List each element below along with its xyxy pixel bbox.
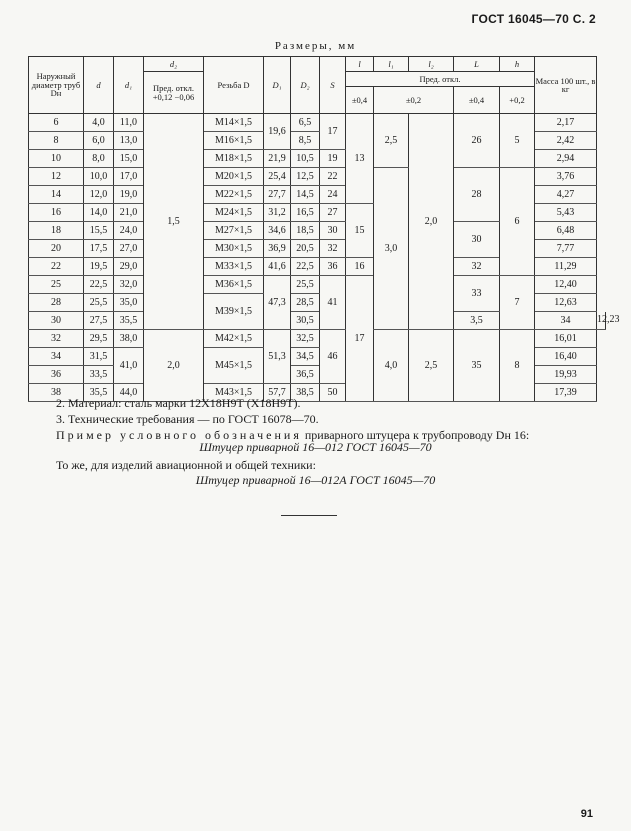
cell: M24×1,5 — [204, 204, 264, 222]
cell: 36 — [320, 258, 346, 276]
note-requirements: 3. Технические требования — по ГОСТ 16078—70. — [56, 412, 319, 426]
cell: 2,17 — [535, 114, 597, 132]
cell: 34 — [29, 348, 84, 366]
cell: 17,0 — [114, 168, 144, 186]
cell: M36×1,5 — [204, 276, 264, 294]
cell: 20 — [29, 240, 84, 258]
cell: 32 — [320, 240, 346, 258]
cell: 6,48 — [535, 222, 597, 240]
page-number: 91 — [580, 808, 593, 820]
header-d1: d₁ — [114, 57, 144, 114]
cell: 6,0 — [84, 132, 114, 150]
cell: 6 — [29, 114, 84, 132]
header-d2-tol: Пред. откл. +0,12 −0,06 — [144, 72, 204, 114]
table-row — [29, 114, 606, 132]
cell: 4,0 — [374, 330, 409, 402]
cell: 44,0 — [114, 384, 144, 402]
header-thread: Резьба D — [204, 57, 264, 114]
cell: 38,5 — [291, 384, 320, 402]
cell: 15,5 — [84, 222, 114, 240]
cell: M45×1,5 — [204, 348, 264, 384]
dimensions-table — [28, 56, 620, 402]
cell: M43×1,5 — [204, 384, 264, 402]
cell: M42×1,5 — [204, 330, 264, 348]
cell: 36,9 — [264, 240, 291, 258]
cell: 32,5 — [291, 330, 320, 348]
cell: 3,5 — [454, 312, 500, 330]
table-row — [29, 330, 606, 348]
header-tol-h: +0,2 — [500, 87, 535, 114]
cell: 8 — [500, 330, 535, 402]
cell: 4,27 — [535, 186, 597, 204]
cell: 2,5 — [374, 114, 409, 168]
example-text: приварного штуцера к трубопроводу Dн 16: — [301, 428, 530, 442]
cell: 17,39 — [535, 384, 597, 402]
cell: 22,5 — [84, 276, 114, 294]
cell: 41,0 — [114, 348, 144, 384]
header-d: d — [84, 57, 114, 114]
cell: 19,5 — [84, 258, 114, 276]
cell: 38,0 — [114, 330, 144, 348]
cell: 31,5 — [84, 348, 114, 366]
cell: 22 — [320, 168, 346, 186]
cell: 33,5 — [84, 366, 114, 384]
cell: 35,5 — [114, 312, 144, 330]
cell: 30 — [454, 222, 500, 258]
cell: 7 — [500, 276, 535, 330]
cell: 32,0 — [114, 276, 144, 294]
cell: 18,5 — [291, 222, 320, 240]
cell: 25,4 — [264, 168, 291, 186]
cell: 16,5 — [291, 204, 320, 222]
cell: 24 — [320, 186, 346, 204]
cell: 19,6 — [264, 114, 291, 150]
cell: 27,5 — [84, 312, 114, 330]
cell: 36,5 — [291, 366, 320, 384]
cell: 19,0 — [114, 186, 144, 204]
header-d2: d₂ — [144, 57, 204, 72]
cell: 20,5 — [291, 240, 320, 258]
cell: 41,6 — [264, 258, 291, 276]
cell: 46 — [320, 330, 346, 384]
header-l1: l₁ — [374, 57, 409, 72]
cell: 34 — [535, 312, 597, 330]
cell: 13 — [346, 114, 374, 204]
header-l: l — [346, 57, 374, 72]
cell: 21,9 — [264, 150, 291, 168]
cell: 2,0 — [409, 114, 454, 330]
cell: 35,5 — [84, 384, 114, 402]
header-tol-l: ±0,4 — [346, 87, 374, 114]
cell: 12,23 — [597, 312, 606, 330]
cell: 28 — [454, 168, 500, 222]
cell: 30,5 — [291, 312, 320, 330]
cell: 35,0 — [114, 294, 144, 312]
cell: 28,5 — [291, 294, 320, 312]
cell: 16,40 — [535, 348, 597, 366]
cell: 6 — [500, 168, 535, 276]
cell: 17 — [320, 114, 346, 150]
cell: 16 — [346, 258, 374, 276]
cell: 19 — [320, 150, 346, 168]
cell: 17,5 — [84, 240, 114, 258]
table-row — [29, 168, 606, 186]
cell: 16 — [29, 204, 84, 222]
cell: 27,0 — [114, 240, 144, 258]
header-L: L — [454, 57, 500, 72]
cell: 11,29 — [535, 258, 597, 276]
cell: 4,0 — [84, 114, 114, 132]
cell: 14,0 — [84, 204, 114, 222]
cell: 19,93 — [535, 366, 597, 384]
cell: 25,5 — [84, 294, 114, 312]
cell: 8 — [29, 132, 84, 150]
cell: 3,0 — [374, 168, 409, 330]
cell: 22,5 — [291, 258, 320, 276]
cell: 10,5 — [291, 150, 320, 168]
cell: 12 — [29, 168, 84, 186]
cell: 1,5 — [144, 114, 204, 330]
designation-example-2: Штуцер приварной 16—012А ГОСТ 16045—70 — [195, 473, 436, 487]
cell: 18 — [29, 222, 84, 240]
cell: 30 — [320, 222, 346, 240]
cell: 25,5 — [291, 276, 320, 294]
cell: M18×1,5 — [204, 150, 264, 168]
cell: 30 — [29, 312, 84, 330]
cell: 7,77 — [535, 240, 597, 258]
cell: 3,76 — [535, 168, 597, 186]
cell: 24,0 — [114, 222, 144, 240]
cell: 14,5 — [291, 186, 320, 204]
cell: 50 — [320, 384, 346, 402]
cell: 31,2 — [264, 204, 291, 222]
cell: 36 — [29, 366, 84, 384]
cell: 16,01 — [535, 330, 597, 348]
cell: 12,5 — [291, 168, 320, 186]
note-aviation: То же, для изделий авиационной и общей техники: — [56, 458, 316, 472]
cell: 32 — [454, 258, 500, 276]
cell: 34,6 — [264, 222, 291, 240]
header-tol-L: ±0,4 — [454, 87, 500, 114]
divider — [281, 515, 337, 516]
table-row — [29, 276, 606, 294]
cell: M16×1,5 — [204, 132, 264, 150]
header-S: S — [320, 57, 346, 114]
cell: M27×1,5 — [204, 222, 264, 240]
cell: 5,43 — [535, 204, 597, 222]
table-caption: Размеры, мм — [274, 40, 357, 52]
cell: 12,63 — [535, 294, 597, 312]
cell: 47,3 — [264, 276, 291, 330]
cell: M22×1,5 — [204, 186, 264, 204]
cell: 15,0 — [114, 150, 144, 168]
cell: 51,3 — [264, 330, 291, 384]
cell: 32 — [29, 330, 84, 348]
cell: 8,0 — [84, 150, 114, 168]
cell: 26 — [454, 114, 500, 168]
cell: 2,94 — [535, 150, 597, 168]
cell: 29,0 — [114, 258, 144, 276]
designation-example-1: Штуцер приварной 16—012 ГОСТ 16045—70 — [199, 440, 432, 454]
header-tol-l12: ±0,2 — [374, 87, 454, 114]
cell: 11,0 — [114, 114, 144, 132]
cell: M30×1,5 — [204, 240, 264, 258]
cell: 12,0 — [84, 186, 114, 204]
cell: 25 — [29, 276, 84, 294]
cell: 13,0 — [114, 132, 144, 150]
cell: 35 — [454, 330, 500, 402]
cell: 2,5 — [409, 330, 454, 402]
cell: 21,0 — [114, 204, 144, 222]
header-dn: Наружный диаметр труб Dн — [29, 57, 84, 114]
cell: 27 — [320, 204, 346, 222]
cell: 2,0 — [144, 330, 204, 402]
cell: 27,7 — [264, 186, 291, 204]
standard-header: ГОСТ 16045—70 С. 2 — [471, 12, 596, 26]
header-D1: D₁ — [264, 57, 291, 114]
cell: 12,40 — [535, 276, 597, 294]
cell: M39×1,5 — [204, 294, 264, 330]
cell: 33 — [454, 276, 500, 312]
cell: 8,5 — [291, 132, 320, 150]
cell: 10 — [29, 150, 84, 168]
cell: 10,0 — [84, 168, 114, 186]
header-h: h — [500, 57, 535, 72]
cell: 14 — [29, 186, 84, 204]
cell: 17 — [346, 276, 374, 402]
header-D2: D₂ — [291, 57, 320, 114]
cell: 29,5 — [84, 330, 114, 348]
header-pred: Пред. откл. — [346, 72, 535, 87]
cell: 38 — [29, 384, 84, 402]
note-material: 2. Материал: сталь марки 12Х18Н9Т (Х18Н9Т). — [56, 396, 301, 410]
cell: 6,5 — [291, 114, 320, 132]
cell: 41 — [320, 276, 346, 330]
cell: M14×1,5 — [204, 114, 264, 132]
cell: M20×1,5 — [204, 168, 264, 186]
cell: 5 — [500, 114, 535, 168]
notes — [56, 395, 529, 443]
header-mass: Масса 100 шт., в кг — [535, 57, 597, 114]
cell: 22 — [29, 258, 84, 276]
cell: 2,42 — [535, 132, 597, 150]
cell: 57,7 — [264, 384, 291, 402]
cell: 15 — [346, 204, 374, 258]
cell: 28 — [29, 294, 84, 312]
cell: 34,5 — [291, 348, 320, 366]
example-label: Пример условного обозначения — [56, 428, 302, 442]
header-l2: l₂ — [409, 57, 454, 72]
cell: M33×1,5 — [204, 258, 264, 276]
